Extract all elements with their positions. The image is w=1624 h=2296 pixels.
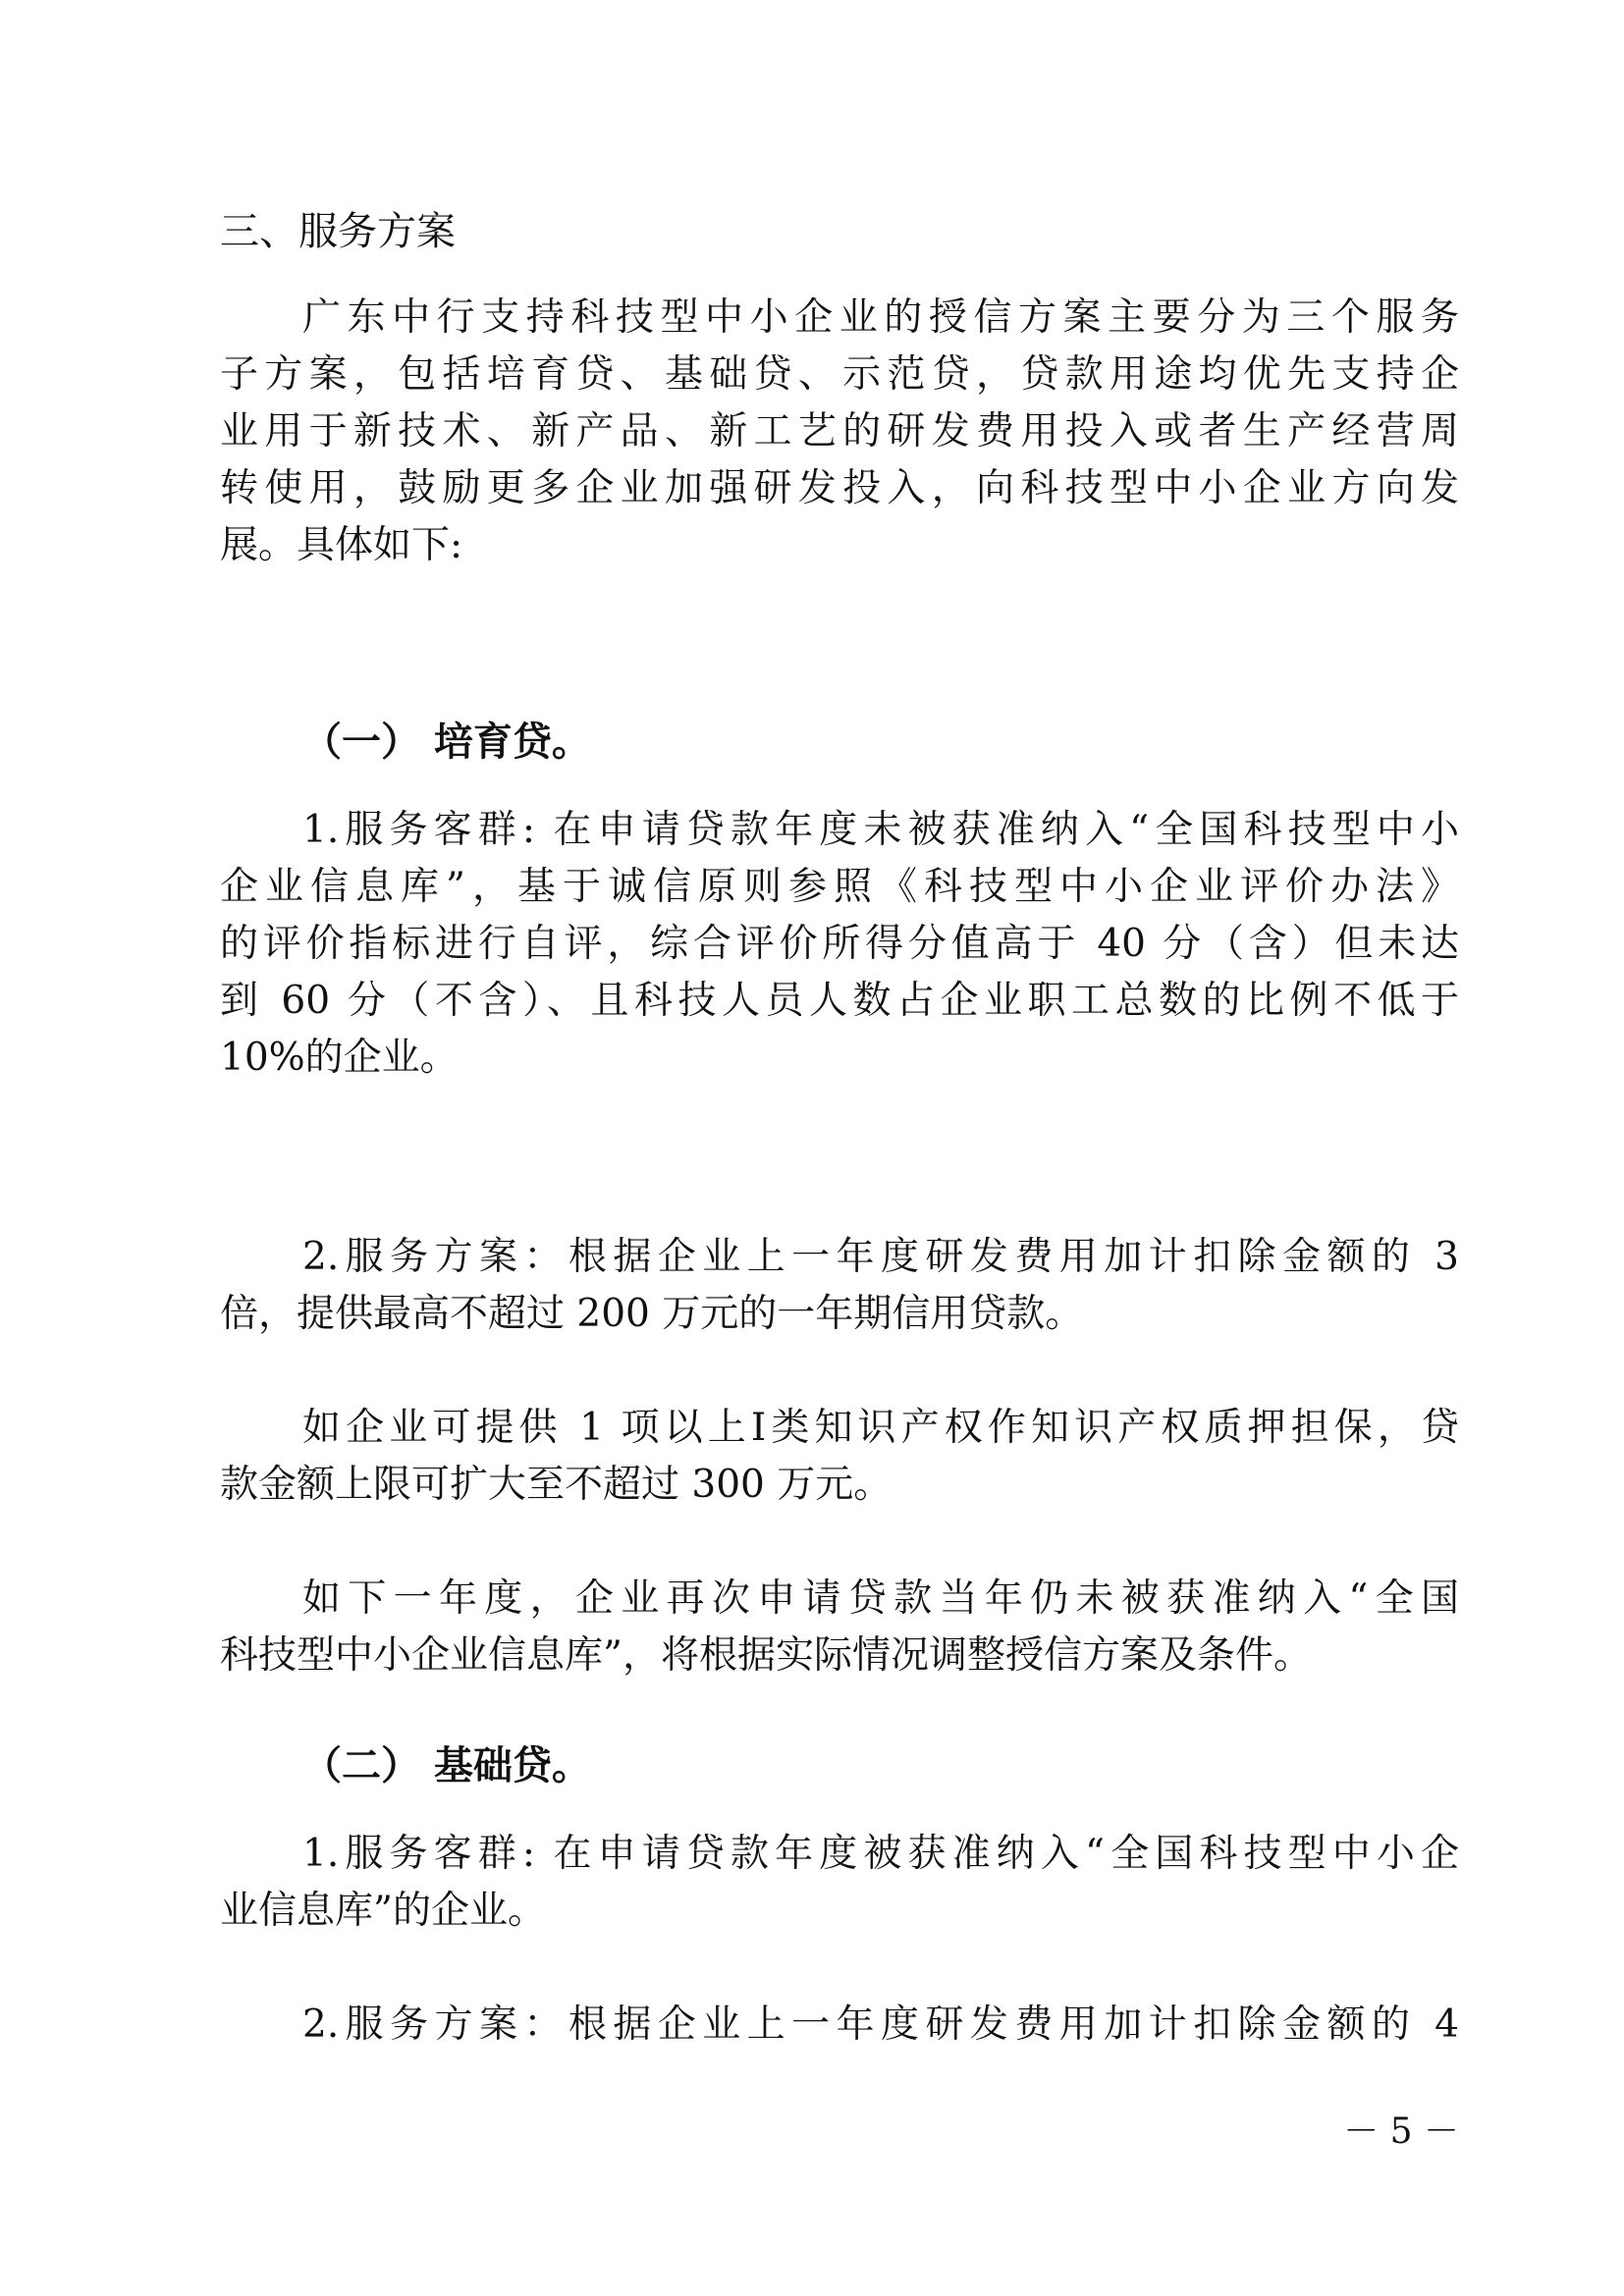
page-number: － 5 － — [1343, 2111, 1459, 2152]
paragraph-line: 广东中行支持科技型中小企业的授信方案主要分为三个服务 — [302, 295, 1459, 340]
service-plan-paragraph-1 — [220, 1229, 1459, 1343]
paragraph-line: 倍，提供最高不超过 200 万元的一年期信用贷款。 — [220, 1292, 1084, 1336]
paragraph-line: 1.服务客群: 在申请贷款年度被获准纳入“全国科技型中小企 — [302, 1832, 1459, 1876]
paragraph-line: 转使用，鼓励更多企业加强研发投入，向科技型中小企业方向发 — [220, 466, 1459, 510]
paragraph-line: 10%的企业。 — [220, 1036, 459, 1080]
paragraph-line: 的评价指标进行自评，综合评价所得分值高于 40 分（含）但未达 — [220, 922, 1459, 966]
service-clients-paragraph-1 — [220, 802, 1459, 1087]
sub-heading-block-2 — [220, 1740, 1459, 1791]
paragraph-line: 到 60 分（不含）、且科技人员人数占企业职工总数的比例不低于 — [220, 979, 1459, 1023]
paragraph-line: 子方案，包括培育贷、基础贷、示范贷，贷款用途均优先支持企 — [220, 352, 1459, 397]
paragraph-line: 业用于新技术、新产品、新工艺的研发费用投入或者生产经营周 — [220, 409, 1459, 454]
ip-pledge-paragraph — [220, 1400, 1459, 1514]
sub-heading-block-1 — [220, 717, 1459, 768]
sub-heading-jichu: （二） 基础贷。 — [302, 1742, 591, 1789]
paragraph-line: 1.服务客群: 在申请贷款年度未被获准纳入“全国科技型中小 — [302, 808, 1459, 852]
next-year-paragraph — [220, 1571, 1459, 1684]
paragraph-line: 2.服务方案：根据企业上一年度研发费用加计扣除金额的 3 — [302, 1235, 1459, 1279]
paragraph-line: 科技型中小企业信息库”，将根据实际情况调整授信方案及条件。 — [220, 1633, 1312, 1678]
paragraph-line: 展。具体如下: — [220, 523, 463, 567]
paragraph-line: 如下一年度，企业再次申请贷款当年仍未被获准纳入“全国 — [302, 1576, 1459, 1621]
section-heading-block — [220, 206, 1459, 257]
paragraph-line: 企业信息库”，基于诚信原则参照《科技型中小企业评价办法》 — [220, 865, 1459, 909]
section-heading: 三、服务方案 — [220, 209, 456, 254]
sub-heading-peiyu: （一） 培育贷。 — [302, 719, 591, 765]
paragraph-line: 款金额上限可扩大至不超过 300 万元。 — [220, 1463, 893, 1507]
paragraph-line: 业信息库”的企业。 — [220, 1889, 546, 1933]
intro-paragraph — [220, 290, 1459, 574]
service-clients-paragraph-2 — [220, 1826, 1459, 1940]
paragraph-line: 2.服务方案：根据企业上一年度研发费用加计扣除金额的 4 — [302, 2002, 1459, 2047]
paragraph-line: 如企业可提供 1 项以上I类知识产权作知识产权质押担保，贷 — [302, 1406, 1459, 1450]
service-plan-paragraph-2 — [220, 1997, 1459, 2054]
